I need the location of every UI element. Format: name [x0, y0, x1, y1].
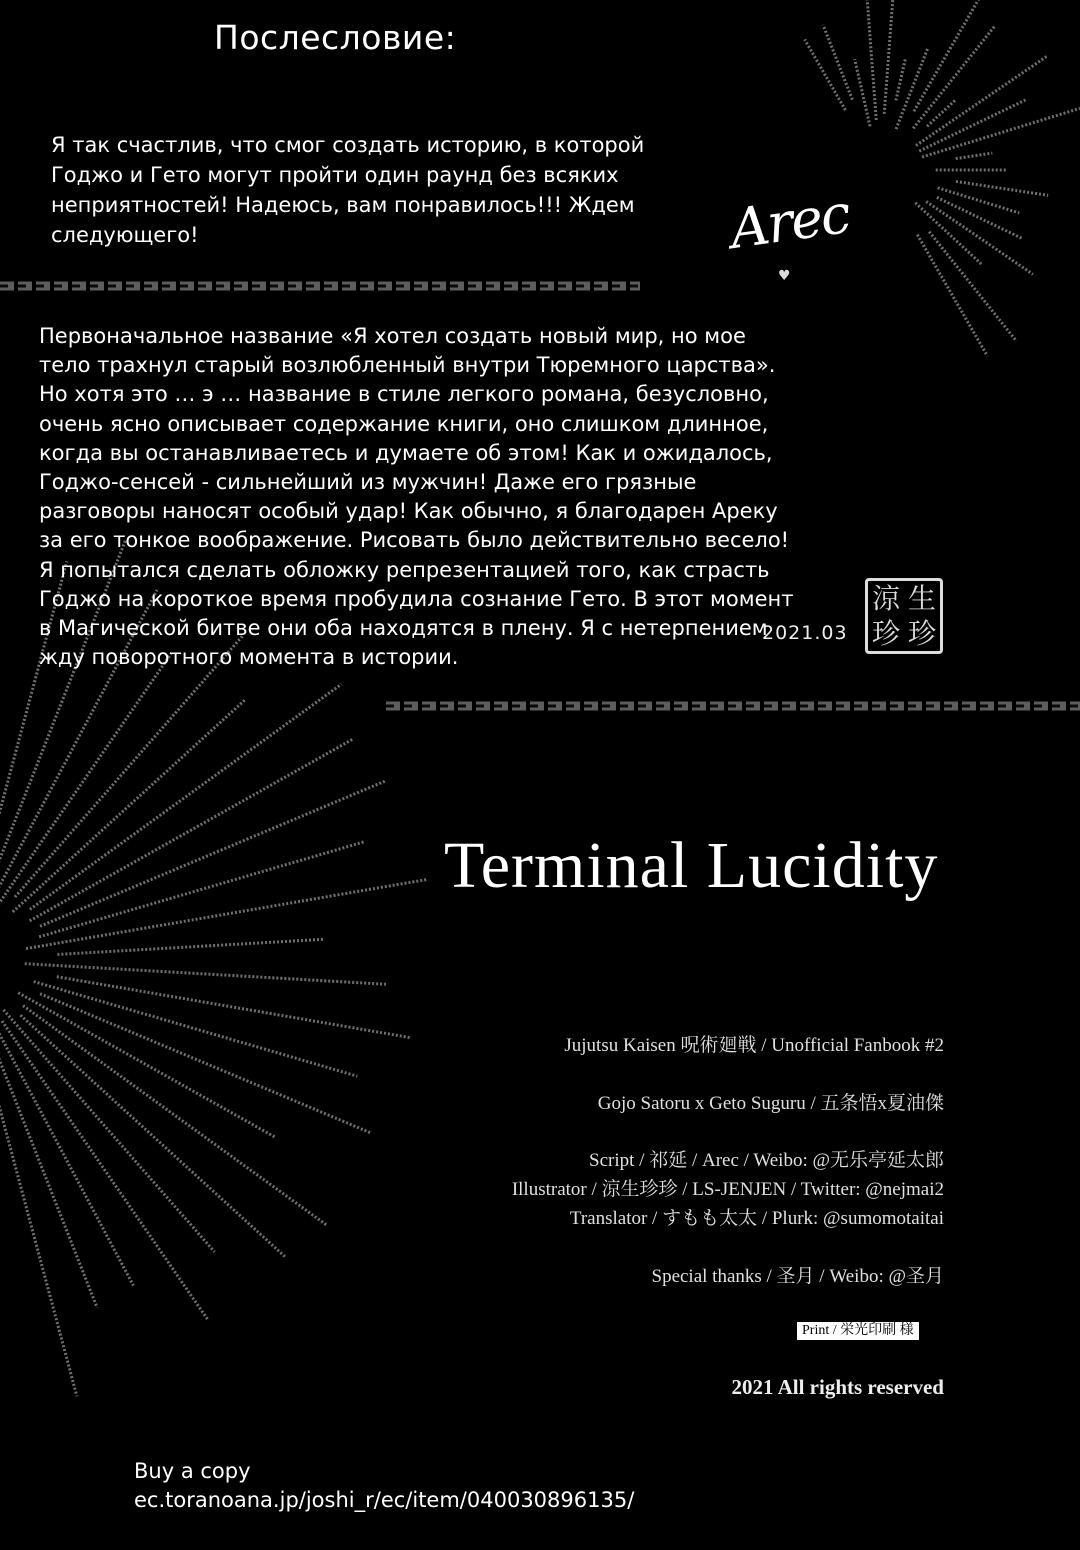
seal-char: 生 [907, 581, 936, 615]
ray-line [914, 0, 986, 111]
buy-url-link[interactable]: ec.toranoana.jp/joshi_r/ec/item/040030896135/ [134, 1488, 635, 1512]
ray-line [23, 1006, 326, 1225]
print-badge: Print / 栄光印刷 様 [797, 1322, 919, 1340]
ray-line [917, 235, 987, 356]
ray-line [938, 188, 1020, 213]
seal-char: 涼 [871, 581, 900, 615]
seal-stamp [865, 578, 943, 654]
ray-line [823, 25, 852, 100]
ray-line [57, 939, 323, 954]
buy-label: Buy a copy [134, 1459, 251, 1483]
ray-line [15, 635, 243, 897]
afterword-paragraph-1: Я так счастлив, что смог создать историю, в которой Годжо и Гето могут пройти один раунд без всяких неприятностей! Надеюсь, вам понравилось!!! Ждем следующего! [51, 133, 645, 247]
ray-line [919, 100, 1025, 151]
ray-line [896, 58, 906, 101]
heart-icon: ♥ [778, 268, 791, 284]
date-text: 2021.03 [762, 622, 848, 644]
book-title: Terminal Lucidity [444, 829, 939, 902]
ray-line [3, 1010, 214, 1252]
ray-line [922, 108, 1080, 157]
ray-line [30, 739, 354, 921]
afterword-paragraph-2: Первоначальное название «Я хотел создать новый мир, но мое тело трахнул старый возлюбленный внутри Тюремного царства». Но хотя это … э … название в стиле легкого романа, безусловно, очень ясно описывает содержание книги, оно слишком длинное, когда вы останавливаетесь и думаете об этом! Как и ожидалось, Годжо-сенсей - сильнейший из мужчин! Даже его грязные разговоры наносят особый удар! Как обычно, я благодарен Ареку за его тонкое воображение. Рисовать было действительно весело! Я попытался сделать обложку репрезентацией того, как страсть Годжо на короткое время пробудила сознание Гето. В этот момент в Магической битве они оба находятся в плену. Я с нетерпением жду поворотного момента в истории. [39, 324, 794, 670]
afterword-heading: Послесловие: [214, 18, 457, 57]
ray-line [927, 100, 955, 126]
ray-line [896, 48, 928, 129]
script-credit: Script / 祁延 / Arec / Weibo: @无乐亭延太郎 [589, 1150, 944, 1171]
ray-line [956, 181, 1048, 195]
ray-line [40, 781, 385, 926]
seal-char: 珍 [907, 616, 936, 650]
ray-burst-top-right [805, 0, 1080, 356]
special-thanks: Special thanks / 圣月 / Weibo: @圣月 [651, 1266, 944, 1287]
ray-line [915, 203, 982, 265]
pairing-line: Gojo Satoru x Geto Suguru / 五条悟x夏油傑 [597, 1093, 944, 1114]
ray-line [884, 0, 894, 114]
rights-notice: 2021 All rights reserved [731, 1375, 944, 1399]
ray-line [13, 700, 246, 912]
signature-arec: Arec [726, 182, 853, 261]
ray-line [40, 994, 371, 1133]
ray-line [39, 842, 364, 937]
ray-line [20, 1015, 285, 1257]
ray-line [0, 1036, 77, 1396]
ray-line [916, 56, 1047, 146]
seal-char: 珍 [871, 616, 900, 650]
ray-line [25, 964, 386, 985]
ray-line [855, 59, 870, 126]
buy-section [134, 1457, 634, 1515]
translator-credit: Translator / すもも太太 / Plurk: @sumomotaitai [569, 1208, 944, 1229]
series-line: Jujutsu Kaisen 呪術廻戦 / Unofficial Fanbook #2 [564, 1035, 944, 1056]
ray-line [0, 1025, 97, 1308]
ray-line [929, 232, 1016, 342]
ray-line [805, 39, 846, 110]
ray-line [57, 977, 411, 1038]
ray-line [956, 153, 993, 159]
illustrator-credit: Illustrator / 涼生珍珍 / LS-JENJEN / Twitter: @nejmai2 [511, 1179, 944, 1200]
ray-line [30, 684, 342, 909]
